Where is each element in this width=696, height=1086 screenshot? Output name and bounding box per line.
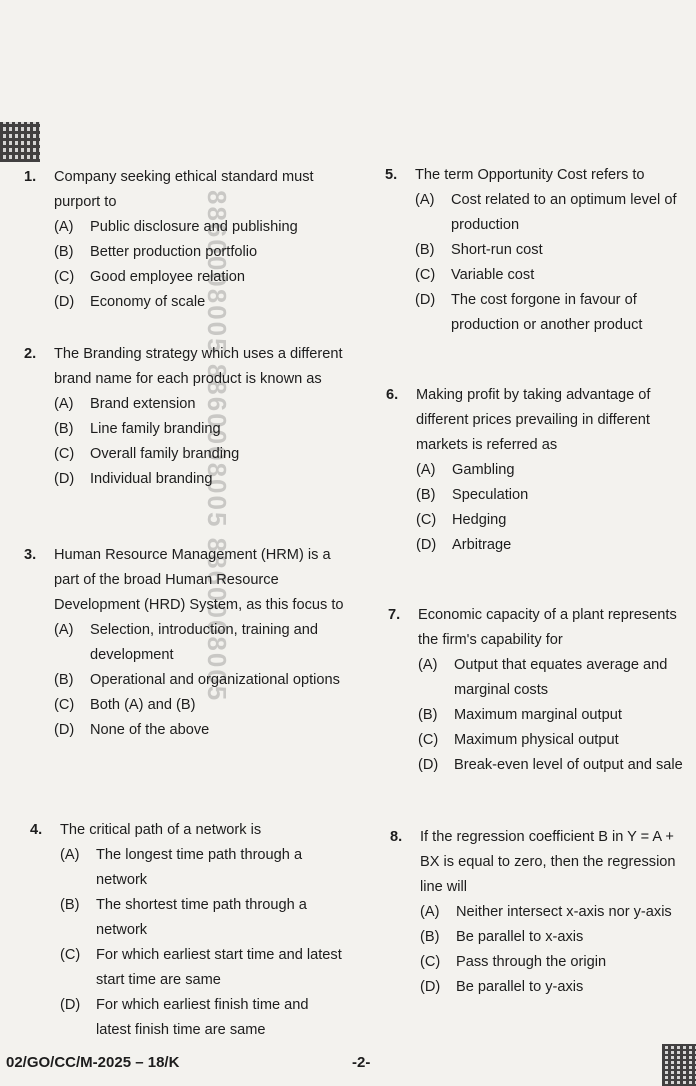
option-d: (D) The cost forgone in favour of production or another product bbox=[415, 292, 643, 333]
option-d: (D) For which earliest finish time and latest finish time are same bbox=[60, 997, 309, 1038]
qr-code-icon bbox=[662, 1044, 696, 1086]
option-d: (D) Individual branding bbox=[54, 471, 213, 487]
option-d: (D) Be parallel to y-axis bbox=[420, 979, 584, 995]
option-a: (A) Selection, introduction, training and development bbox=[54, 622, 318, 663]
option-b: (B) Short-run cost bbox=[415, 242, 543, 258]
option-d: (D) Break-even level of output and sale bbox=[418, 757, 683, 773]
option-c: (C) Overall family branding bbox=[54, 446, 240, 462]
question-stem: Human Resource Management (HRM) is a part of the broad Human Resource Development (HRD) System, as this focus to bbox=[54, 547, 344, 613]
option-d: (D) None of the above bbox=[54, 722, 210, 738]
question-number: 3. bbox=[24, 547, 37, 563]
option-b: (B) Be parallel to x-axis bbox=[420, 929, 584, 945]
option-a: (A) Neither intersect x-axis nor y-axis bbox=[420, 904, 672, 920]
question-number: 7. bbox=[388, 607, 401, 623]
option-d: (D) Economy of scale bbox=[54, 294, 206, 310]
question-5 bbox=[385, 163, 694, 338]
question-1 bbox=[24, 165, 344, 315]
question-number: 4. bbox=[30, 822, 43, 838]
question-number: 5. bbox=[385, 167, 398, 183]
question-stem: Company seeking ethical standard must purport to bbox=[54, 169, 314, 210]
question-stem: The term Opportunity Cost refers to bbox=[415, 167, 645, 183]
option-a: (A) Public disclosure and publishing bbox=[54, 219, 298, 235]
question-3 bbox=[24, 543, 344, 743]
option-a: (A) Brand extension bbox=[54, 396, 196, 412]
option-b: (B) Better production portfolio bbox=[54, 244, 258, 260]
question-2 bbox=[24, 342, 344, 492]
question-number: 8. bbox=[390, 829, 403, 845]
option-c: (C) Variable cost bbox=[415, 267, 535, 283]
question-stem: Making profit by taking advantage of different prices prevailing in different markets is referred as bbox=[416, 387, 651, 453]
option-c: (C) Maximum physical output bbox=[418, 732, 619, 748]
option-a: (A) Cost related to an optimum level of production bbox=[415, 192, 677, 233]
watermark: 8860008005 8860008005 8860008005 bbox=[202, 190, 232, 703]
option-b: (B) Speculation bbox=[416, 487, 529, 503]
question-8 bbox=[390, 825, 694, 1000]
option-b: (B) Operational and organizational options bbox=[54, 672, 340, 688]
qr-code-icon bbox=[0, 122, 40, 162]
option-a: (A) Gambling bbox=[416, 462, 515, 478]
question-4 bbox=[30, 818, 344, 1043]
option-b: (B) Line family branding bbox=[54, 421, 221, 437]
option-d: (D) Arbitrage bbox=[416, 537, 512, 553]
option-c: (C) Both (A) and (B) bbox=[54, 697, 196, 713]
option-c: (C) Pass through the origin bbox=[420, 954, 607, 970]
question-stem: If the regression coefficient B in Y = A + BX is equal to zero, then the regression line will bbox=[420, 829, 676, 895]
option-a: (A) Output that equates average and marginal costs bbox=[418, 657, 668, 698]
question-stem: The critical path of a network is bbox=[60, 822, 262, 838]
question-stem: Economic capacity of a plant represents the firm's capability for bbox=[418, 607, 677, 648]
paper-code: 02/GO/CC/M-2025 – 18/K bbox=[6, 1054, 180, 1071]
question-number: 1. bbox=[24, 169, 37, 185]
option-c: (C) For which earliest start time and latest start time are same bbox=[60, 947, 342, 988]
question-number: 6. bbox=[386, 387, 399, 403]
option-c: (C) Hedging bbox=[416, 512, 507, 528]
question-number: 2. bbox=[24, 346, 37, 362]
option-a: (A) The longest time path through a network bbox=[60, 847, 303, 888]
question-stem: The Branding strategy which uses a different brand name for each product is known as bbox=[54, 346, 343, 387]
question-6 bbox=[386, 383, 694, 558]
option-b: (B) Maximum marginal output bbox=[418, 707, 622, 723]
page-number: -2- bbox=[352, 1054, 371, 1071]
option-b: (B) The shortest time path through a network bbox=[60, 897, 307, 938]
question-7 bbox=[388, 603, 694, 778]
option-c: (C) Good employee relation bbox=[54, 269, 245, 285]
